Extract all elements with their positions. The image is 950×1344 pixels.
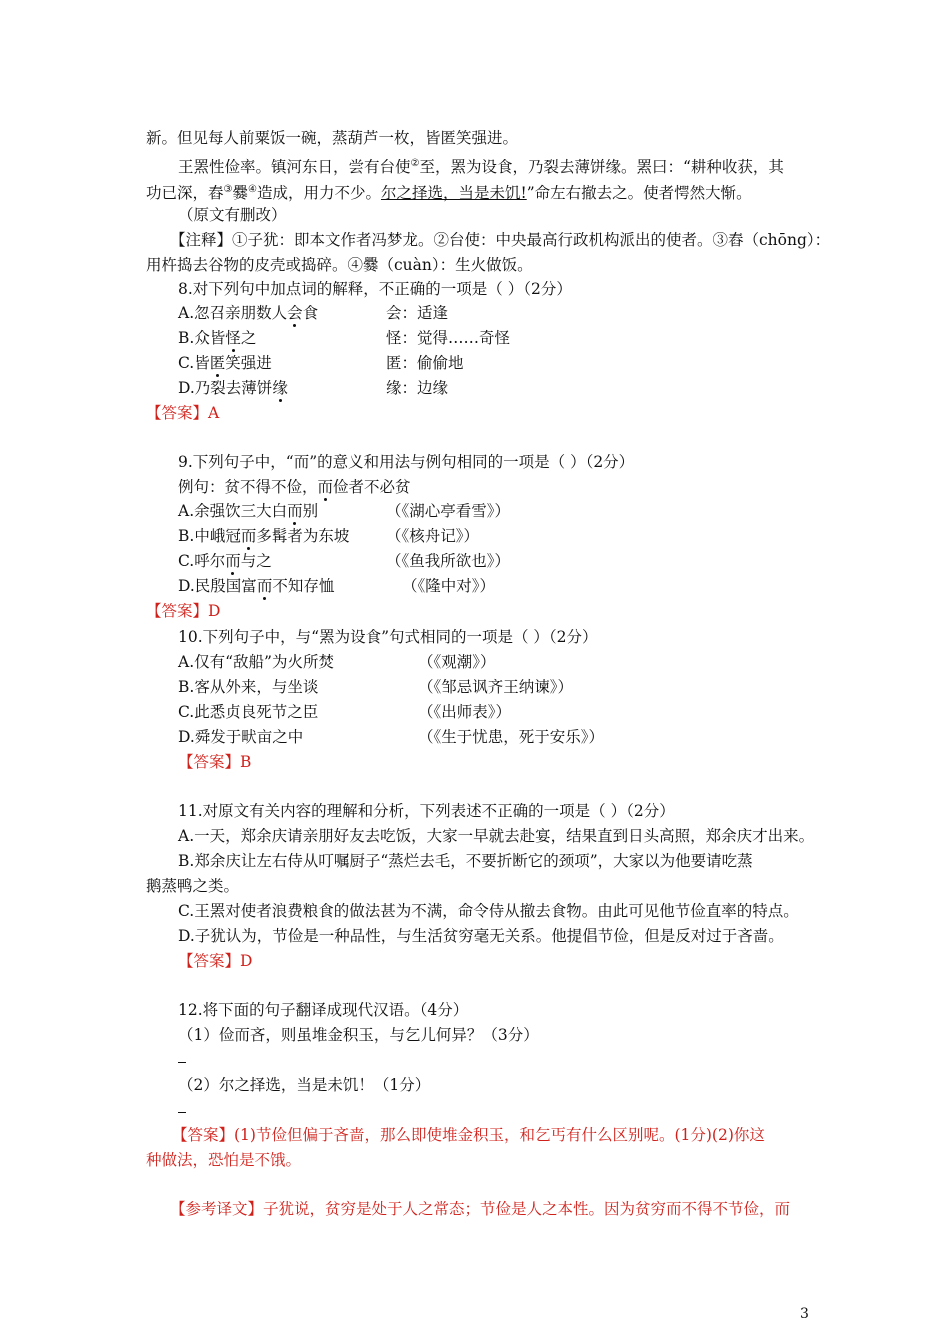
q8-gloss-c: 匿：偷偷地 bbox=[386, 354, 464, 372]
q8-answer: 【答案】A bbox=[146, 404, 220, 422]
q9-example: 例句：贫不得不俭，而俭者不必贫 bbox=[178, 478, 411, 496]
q9-option-c: C.呼尔而与之 bbox=[178, 552, 272, 570]
q10-source-b: （《邹忌讽齐王纳谏》） bbox=[418, 678, 574, 696]
q10-option-a: A.仅有“敌船”为火所焚 bbox=[178, 653, 334, 671]
passage-line-1: 新。但见每人前粟饭一碗，蒸葫芦一枚，皆匿笑强进。 bbox=[146, 129, 519, 147]
q11-option-c: C.王罴对使者浪费粮食的做法甚为不满，命令侍从撤去食物。由此可见他节俭直率的特点。 bbox=[178, 902, 799, 920]
q8-gloss-b: 怪：觉得……奇怪 bbox=[386, 329, 511, 347]
q11-option-b-line2: 鹅蒸鸭之类。 bbox=[146, 877, 240, 895]
q9-option-b: B.中峨冠而多髯者为东坡 bbox=[178, 527, 350, 545]
q11-option-b-line1: B.郑余庆让左右侍从叮嘱厨子“蒸烂去毛，不要折断它的颈项”，大家以为他要请吃蒸 bbox=[178, 852, 753, 870]
q10-option-b: B.客从外来，与坐谈 bbox=[178, 678, 319, 696]
q8-gloss-d: 缘：边缘 bbox=[386, 379, 449, 397]
passage-source-note: （原文有删改） bbox=[178, 206, 287, 224]
reference-translation: 【参考译文】子犹说，贫穷是处于人之常态；节俭是人之本性。因为贫穷而不得不节俭，而 bbox=[170, 1200, 791, 1218]
passage-line-2: 王罴性俭率。镇河东日，尝有台使②至，罴为设食，乃裂去薄饼缘。罴曰：“耕种收获，其 bbox=[178, 158, 784, 177]
q12-answer-line2: 种做法，恐怕是不饿。 bbox=[146, 1151, 302, 1169]
passage-line-3: 功已深，舂③爨④造成，用力不少。尔之择选，当是未饥!”命左右撤去之。使者愕然大惭。 bbox=[146, 184, 752, 203]
q9-option-d: D.民殷国富而不知存恤 bbox=[178, 577, 335, 595]
q9-source-d: （《隆中对》） bbox=[402, 577, 496, 595]
q8-option-c: C.皆匿笑强进 bbox=[178, 354, 272, 372]
annotation-line-2: 用杵捣去谷物的皮壳或捣碎。④爨（cuàn）：生火做饭。 bbox=[146, 256, 533, 274]
q9-source-c: （《鱼我所欲也》） bbox=[386, 552, 511, 570]
q12-answer-line1: 【答案】(1)节俭但偏于吝啬，那么即使堆金积玉，和乞丐有什么区别呢。(1分)(2)你这 bbox=[172, 1126, 765, 1144]
q12-part-2: （2）尔之择选，当是未饥！（1分） bbox=[178, 1076, 431, 1094]
q11-option-a: A.一天，郑余庆请亲朋好友去吃饭，大家一早就去赴宴，结果直到日头高照，郑余庆才出来。 bbox=[178, 827, 815, 845]
q9-source-b: （《核舟记》） bbox=[386, 527, 480, 545]
q12-answer-blank-1[interactable] bbox=[178, 1062, 186, 1063]
q9-source-a: （《湖心亭看雪》） bbox=[386, 502, 511, 520]
q12-stem: 12.将下面的句子翻译成现代汉语。（4分） bbox=[178, 1001, 469, 1019]
q11-option-d: D.子犹认为，节俭是一种品性，与生活贫穷毫无关系。他提倡节俭，但是反对过于吝啬。 bbox=[178, 927, 784, 945]
underlined-sentence: 尔之择选，当是未饥! bbox=[380, 184, 527, 203]
q10-source-a: （《观潮》） bbox=[418, 653, 496, 671]
q8-gloss-a: 会：适逢 bbox=[386, 304, 449, 322]
q9-answer: 【答案】D bbox=[146, 602, 221, 620]
page-number: 3 bbox=[800, 1306, 809, 1322]
q11-stem: 11.对原文有关内容的理解和分析，下列表述不正确的一项是（ ）（2分） bbox=[178, 802, 675, 820]
q10-source-d: （《生于忧患，死于安乐》） bbox=[418, 728, 605, 746]
q9-option-a: A.余强饮三大白而别 bbox=[178, 502, 319, 520]
q10-option-c: C.此悉贞良死节之臣 bbox=[178, 703, 319, 721]
q8-option-d: D.乃裂去薄饼缘 bbox=[178, 379, 288, 397]
annotation-line-1: 【注释】①子犹：即本文作者冯梦龙。②台使：中央最高行政机构派出的使者。③舂（chōng）： bbox=[170, 231, 831, 249]
q10-stem: 10.下列句子中，与“罴为设食”句式相同的一项是（ ）（2分） bbox=[178, 628, 598, 646]
q8-stem: 8.对下列句中加点词的解释，不正确的一项是（ ）（2分） bbox=[178, 280, 572, 298]
q8-option-a: A.忽召亲朋数人会食 bbox=[178, 304, 319, 322]
q9-stem: 9.下列句子中，“而”的意义和用法与例句相同的一项是（ ）（2分） bbox=[178, 453, 635, 471]
q12-part-1: （1）俭而吝，则虽堆金积玉，与乞儿何异？（3分） bbox=[178, 1026, 539, 1044]
q10-option-d: D.舜发于畎亩之中 bbox=[178, 728, 304, 746]
q11-answer: 【答案】D bbox=[178, 952, 253, 970]
q10-answer: 【答案】B bbox=[178, 753, 252, 771]
q10-source-c: （《出师表》） bbox=[418, 703, 512, 721]
q12-answer-blank-2[interactable] bbox=[178, 1112, 186, 1113]
q8-option-b: B.众皆怪之 bbox=[178, 329, 257, 347]
